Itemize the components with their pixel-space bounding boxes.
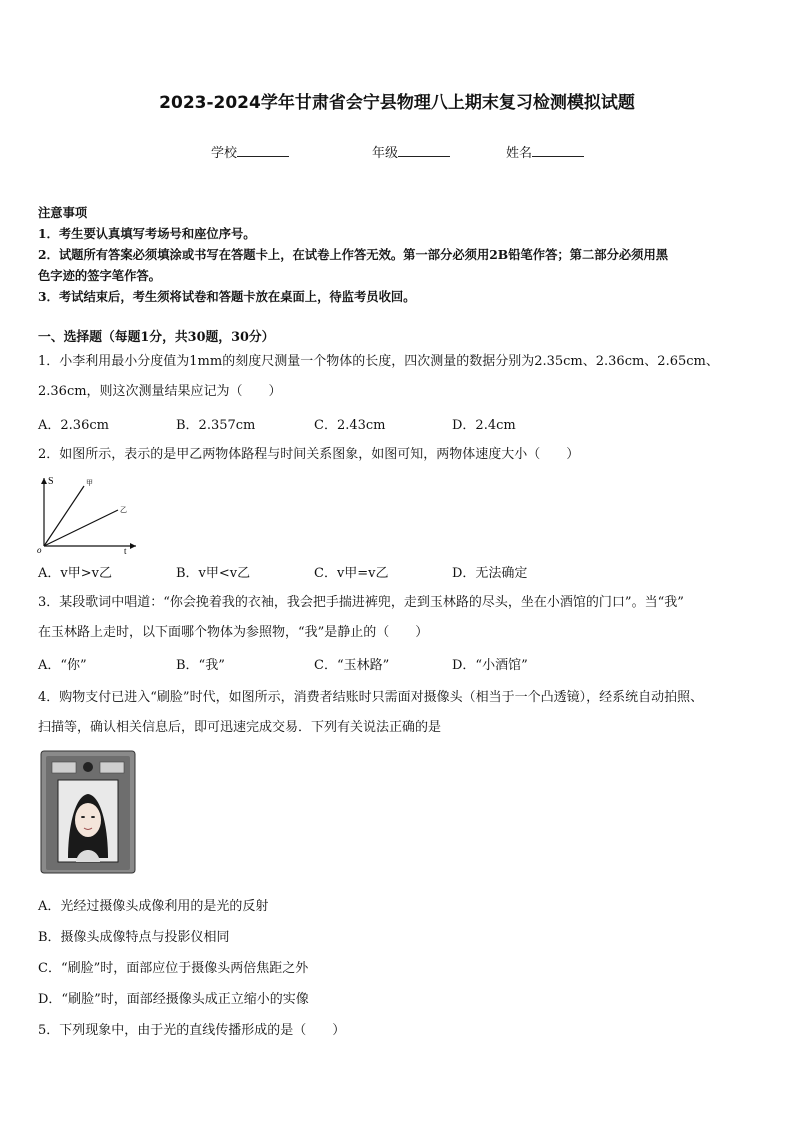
notice-item: 1．考生要认真填写考场号和座位序号。 [38, 226, 256, 241]
line-jia [44, 486, 84, 546]
option-a[interactable]: A．光经过摄像头成像利用的是光的反射 [38, 899, 269, 914]
section-heading: 一、选择题（每题1分，共30题，30分） [38, 330, 275, 345]
camera-top-panel-right [100, 762, 124, 773]
option-c[interactable]: C．“刷脸”时，面部应位于摄像头两倍焦距之外 [38, 961, 309, 976]
question-3-line: 3．某段歌词中唱道：“你会挽着我的衣袖，我会把手揣进裤兜，走到玉林路的尽头，坐在小酒馆的门口”。当“我” [38, 595, 684, 610]
x-axis-label: t [124, 546, 127, 554]
y-axis-arrow [41, 478, 47, 484]
name-label: 姓名 [506, 146, 533, 161]
name-blank[interactable] [532, 144, 584, 157]
name-field [506, 142, 584, 161]
face-recognition-camera-image [40, 750, 136, 875]
option-b[interactable]: B．“我” [176, 658, 225, 673]
question-2-options [38, 562, 760, 584]
origin-label: o [37, 545, 42, 554]
grade-blank[interactable] [398, 144, 450, 157]
notice-heading: 注意事项 [38, 205, 88, 220]
option-d[interactable]: D．“刷脸”时，面部经摄像头成正立缩小的实像 [38, 992, 309, 1007]
notice-item: 3．考试结束后，考生须将试卷和答题卡放在桌面上，待监考员收回。 [38, 289, 416, 304]
camera-top-panel-left [52, 762, 76, 773]
left-eye [81, 816, 85, 818]
question-5-text: 5．下列现象中，由于光的直线传播形成的是（ ） [38, 1023, 346, 1038]
question-4 [38, 683, 760, 743]
camera-lens-icon [83, 762, 93, 772]
option-b[interactable]: B．摄像头成像特点与投影仪相同 [38, 930, 230, 945]
student-info-row [0, 142, 794, 160]
question-2 [38, 440, 760, 470]
option-b[interactable]: B．v甲<v乙 [176, 566, 251, 581]
question-4-line: 扫描等，确认相关信息后，即可迅速完成交易．下列有关说法正确的是 [38, 720, 442, 735]
option-d[interactable]: D．2.4cm [452, 418, 516, 433]
school-label: 学校 [211, 146, 238, 161]
option-c[interactable]: C．2.43cm [314, 418, 386, 433]
school-field [211, 142, 289, 161]
option-a[interactable]: A．v甲>v乙 [38, 566, 112, 581]
line-jia-label: 甲 [86, 479, 93, 487]
question-1-line: 2.36cm，则这次测量结果应记为（ ） [38, 384, 282, 399]
x-axis-arrow [130, 543, 136, 549]
option-c[interactable]: C．“玉林路” [314, 658, 390, 673]
face-shape [75, 803, 101, 837]
line-yi-label: 乙 [120, 506, 127, 514]
question-2-text: 2．如图所示，表示的是甲乙两物体路程与时间关系图象，如图可知，两物体速度大小（ ） [38, 447, 580, 462]
question-1 [38, 347, 760, 407]
question-1-options [38, 414, 760, 436]
question-1-line: 1．小李利用最小分度值为1mm的刻度尺测量一个物体的长度，四次测量的数据分别为2.35cm、2.36cm、2.65cm、 [38, 354, 719, 369]
option-a[interactable]: A．2.36cm [38, 418, 109, 433]
question-3-options [38, 654, 760, 676]
option-a[interactable]: A．“你” [38, 658, 87, 673]
notice-item: 色字迹的签字笔作答。 [38, 268, 161, 283]
question-4-line: 4．购物支付已进入“刷脸”时代，如图所示，消费者结账时只需面对摄像头（相当于一个凸透镜），经系统自动拍照、 [38, 690, 704, 705]
line-yi [44, 510, 118, 546]
distance-time-graph [36, 474, 140, 554]
page-title: 2023-2024学年甘肃省会宁县物理八上期末复习检测模拟试题 [159, 93, 635, 113]
notice-block [38, 202, 758, 307]
y-axis-label: S [48, 476, 54, 487]
option-d[interactable]: D．无法确定 [452, 566, 528, 581]
grade-field [372, 142, 450, 161]
option-b[interactable]: B．2.357cm [176, 418, 256, 433]
grade-label: 年级 [372, 146, 399, 161]
question-3 [38, 588, 760, 648]
question-3-line: 在玉林路上走时，以下面哪个物体为参照物，“我”是静止的（ ） [38, 625, 429, 640]
option-d[interactable]: D．“小酒馆” [452, 658, 528, 673]
school-blank[interactable] [237, 144, 289, 157]
notice-item: 2．试题所有答案必须填涂或书写在答题卡上，在试卷上作答无效。第一部分必须用2B铅笔作答；第二部分必须用黑 [38, 247, 669, 262]
right-eye [91, 816, 95, 818]
option-c[interactable]: C．v甲=v乙 [314, 566, 389, 581]
